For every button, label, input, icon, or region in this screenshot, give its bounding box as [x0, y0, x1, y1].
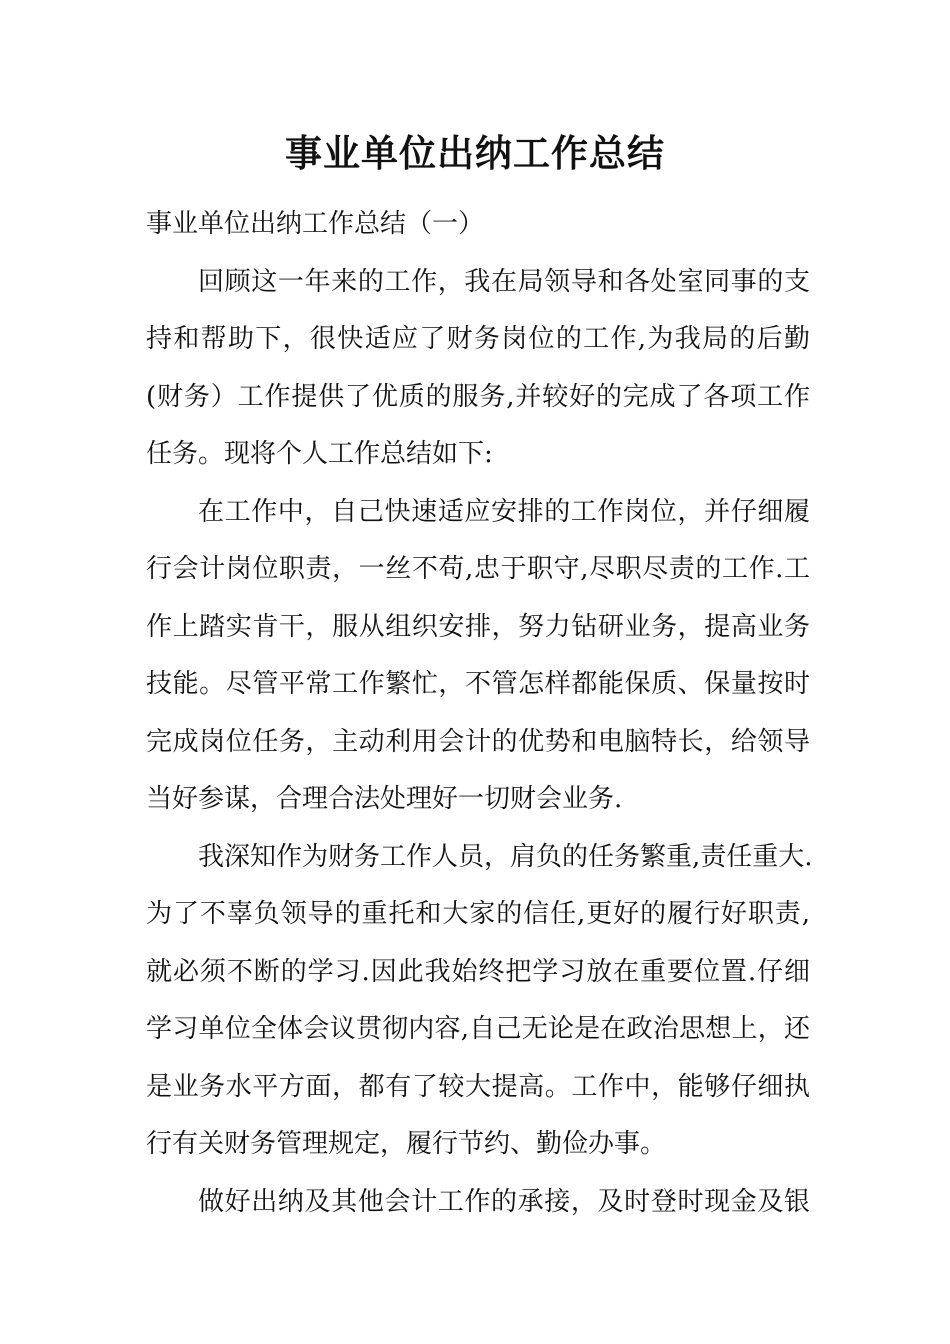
paragraph-line: 行有关财务管理规定，履行节约、勤俭办事。: [146, 1129, 667, 1159]
paragraph-line: 技能。尽管平常工作繁忙，不管怎样都能保质、保量按时: [146, 669, 810, 699]
paragraph-line: 就必须不断的学习.因此我始终把学习放在重要位置.仔细: [146, 956, 810, 987]
paragraph-line: 回顾这一年来的工作，我在局领导和各处室同事的支: [198, 266, 810, 297]
document-title: 事业单位出纳工作总结: [285, 131, 665, 175]
paragraph-line: 当好参谋，合理合法处理好一切财会业务.: [146, 784, 623, 814]
paragraph-line: 作上踏实肯干，服从组织安排，努力钻研业务，提高业务: [146, 611, 810, 642]
paragraph-line: 完成岗位任务，主动利用会计的优势和电脑特长，给领导: [146, 726, 810, 757]
paragraph-learning: [146, 829, 813, 1174]
paragraph-line: 任务。现将个人工作总结如下:: [146, 439, 493, 469]
paragraph-line: 我深知作为财务工作人员，肩负的任务繁重,责任重大.: [198, 841, 813, 872]
section-subtitle: 事业单位出纳工作总结（一）: [146, 209, 485, 239]
document-body: [146, 196, 813, 1231]
paragraph-line: 做好出纳及其他会计工作的承接，及时登时现金及银: [198, 1186, 810, 1217]
paragraph-line: (财务）工作提供了优质的服务,并较好的完成了各项工作: [146, 381, 810, 412]
paragraph-cashier: [146, 1174, 810, 1232]
paragraph-line: 是业务水平方面，都有了较大提高。工作中，能够仔细执: [146, 1071, 810, 1102]
paragraph-review: [146, 254, 810, 484]
paragraph-line: 为了不辜负领导的重托和大家的信任,更好的履行好职责,: [146, 899, 810, 929]
paragraph-line: 持和帮助下，很快适应了财务岗位的工作,为我局的后勤: [146, 324, 810, 354]
paragraph-line: 在工作中，自己快速适应安排的工作岗位，并仔细履: [198, 496, 810, 527]
paragraph-line: 学习单位全体会议贯彻内容,自己无论是在政治思想上，还: [146, 1014, 810, 1044]
paragraph-line: 行会计岗位职责，一丝不苟,忠于职守,尽职尽责的工作.工: [146, 554, 810, 584]
paragraph-work-duties: [146, 484, 810, 829]
